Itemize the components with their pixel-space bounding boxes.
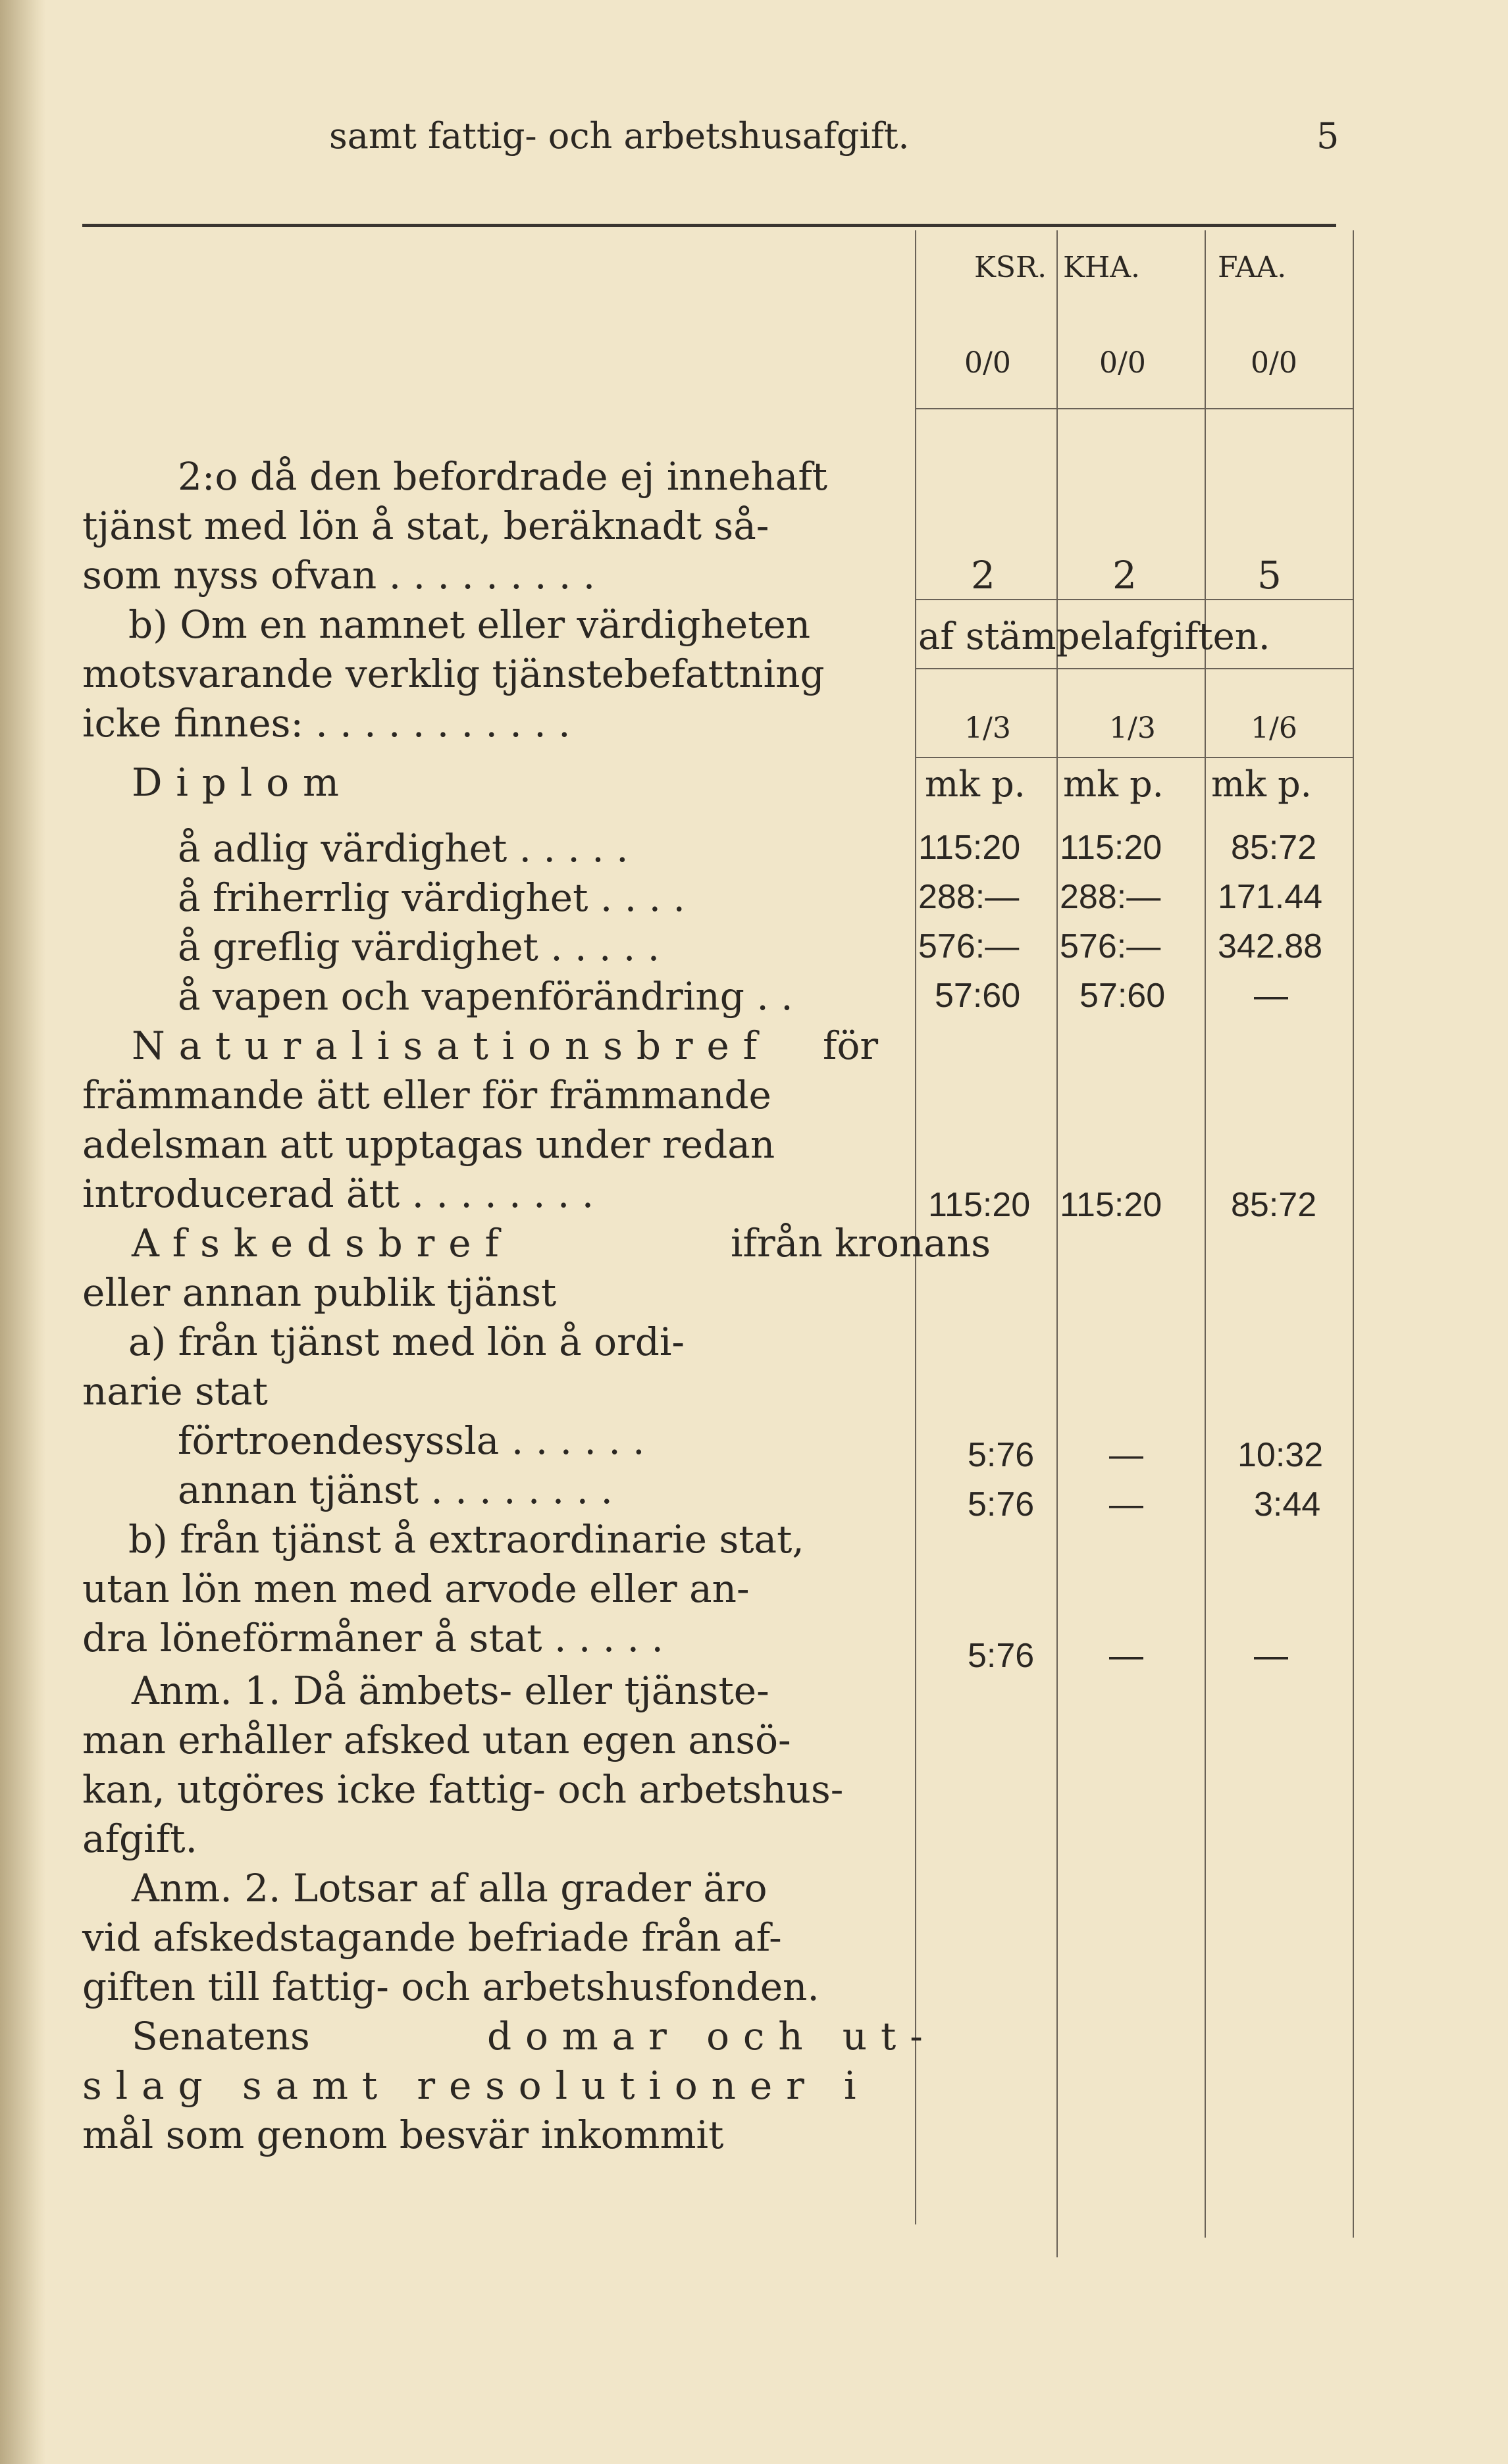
- value-adlig-ksr: 115:20: [918, 829, 1021, 867]
- table-rule: [915, 599, 1353, 600]
- text-line: motsvarande verklig tjänstebefattning: [82, 652, 825, 696]
- value-vapen-kha: 57:60: [1079, 977, 1166, 1015]
- text-line: utan lön men med arvode eller an-: [82, 1566, 750, 1611]
- note-line: Anm. 1. Då ämbets- eller tjänste-: [132, 1668, 769, 1713]
- section-heading: Diplom: [132, 760, 353, 805]
- percent-value-faa: 5: [1257, 553, 1282, 598]
- table-divider: [1353, 230, 1354, 2238]
- value-greflig-ksr: 576:—: [918, 927, 1020, 965]
- text-line: eller annan publik tjänst: [82, 1270, 557, 1315]
- text-line: annan tjänst . . . . . . . .: [178, 1468, 613, 1512]
- text-line: å friherrlig värdighet . . . .: [178, 875, 685, 920]
- text-line: å adlig värdighet . . . . .: [178, 826, 629, 871]
- percent-label-faa: 0/0: [1251, 346, 1297, 380]
- column-header-ksr: KSR.: [974, 251, 1047, 284]
- text-line: mål som genom besvär inkommit: [82, 2113, 724, 2157]
- text-line: Senatens: [132, 2014, 310, 2059]
- text-line: 2:o då den befordrade ej innehaft: [178, 454, 828, 499]
- value-naturalisation-kha: 115:20: [1060, 1186, 1162, 1224]
- unit-kha: mk p.: [1063, 763, 1164, 805]
- percent-label-ksr: 0/0: [964, 346, 1011, 380]
- column-header-faa: FAA.: [1218, 251, 1287, 284]
- text-line: b) Om en namnet eller värdigheten: [128, 602, 811, 647]
- unit-faa: mk p.: [1211, 763, 1312, 805]
- table-rule: [915, 668, 1353, 669]
- value-friherrlig-faa: 171.44: [1218, 878, 1323, 916]
- note-line: kan, utgöres icke fattig- och arbetshus-: [82, 1767, 844, 1812]
- fraction-kha: 1/3: [1109, 711, 1156, 745]
- table-divider: [1056, 230, 1058, 2257]
- fraction-ksr: 1/3: [964, 711, 1011, 745]
- note-line: man erhåller afsked utan egen ansö-: [82, 1718, 791, 1762]
- text-line: ifrån kronans: [731, 1221, 991, 1266]
- value-fortroendesyssla-kha: —: [1109, 1436, 1143, 1474]
- value-vapen-faa: —: [1254, 977, 1288, 1015]
- text-line: introducerad ätt . . . . . . . .: [82, 1171, 594, 1216]
- running-header: samt fattig- och arbetshusafgift.: [329, 115, 910, 157]
- text-line: adelsman att upptagas under redan: [82, 1122, 775, 1167]
- value-annan-tjanst-ksr: 5:76: [968, 1485, 1035, 1524]
- page-edge-shadow: [0, 0, 46, 2464]
- text-line: förtroendesyssla . . . . . .: [178, 1418, 645, 1463]
- text-line: icke finnes: . . . . . . . . . . .: [82, 701, 571, 746]
- value-naturalisation-ksr: 115:20: [928, 1186, 1031, 1224]
- section-heading: domar och ut-: [487, 2014, 937, 2059]
- text-line: a) från tjänst med lön å ordi-: [128, 1320, 685, 1364]
- text-line: tjänst med lön å stat, beräknadt så-: [82, 503, 769, 548]
- text-line: som nyss ofvan . . . . . . . . .: [82, 553, 596, 598]
- note-line: vid afskedstagande befriade från af-: [82, 1915, 782, 1960]
- value-annan-tjanst-faa: 3:44: [1254, 1485, 1321, 1524]
- table-rule: [915, 408, 1353, 409]
- percent-value-ksr: 2: [971, 553, 995, 598]
- value-fortroendesyssla-faa: 10:32: [1237, 1436, 1324, 1474]
- table-rule: [915, 757, 1353, 758]
- value-friherrlig-ksr: 288:—: [918, 878, 1020, 916]
- value-greflig-faa: 342.88: [1218, 927, 1323, 965]
- text-line: å greflig värdighet . . . . .: [178, 925, 660, 969]
- percent-label-kha: 0/0: [1099, 346, 1146, 380]
- column-header-kha: KHA.: [1063, 251, 1141, 284]
- value-adlig-kha: 115:20: [1060, 829, 1162, 867]
- section-heading: Afskedsbref: [132, 1221, 513, 1266]
- value-adlig-faa: 85:72: [1231, 829, 1317, 867]
- value-extraordinarie-ksr: 5:76: [968, 1637, 1035, 1675]
- text-line: å vapen och vapenförändring . .: [178, 974, 793, 1019]
- text-line: för: [823, 1023, 879, 1068]
- value-vapen-ksr: 57:60: [935, 977, 1021, 1015]
- text-line: främmande ätt eller för främmande: [82, 1073, 771, 1117]
- table-divider: [1205, 230, 1206, 2238]
- value-extraordinarie-faa: —: [1254, 1637, 1288, 1675]
- unit-ksr: mk p.: [925, 763, 1026, 805]
- value-extraordinarie-kha: —: [1109, 1637, 1143, 1675]
- note-line: Anm. 2. Lotsar af alla grader äro: [132, 1866, 767, 1911]
- note-line: giften till fattig- och arbetshusfonden.: [82, 1964, 819, 2009]
- text-line: b) från tjänst å extraordinarie stat,: [128, 1517, 804, 1562]
- value-fortroendesyssla-ksr: 5:76: [968, 1436, 1035, 1474]
- text-line: dra löneförmåner å stat . . . . .: [82, 1616, 663, 1660]
- header-rule: [82, 224, 1336, 227]
- text-line: narie stat: [82, 1369, 268, 1414]
- value-friherrlig-kha: 288:—: [1060, 878, 1161, 916]
- page-number: 5: [1316, 115, 1339, 157]
- stamp-fee-label: af stämpelafgiften.: [918, 615, 1270, 658]
- section-heading: Naturalisationsbref: [132, 1023, 771, 1068]
- fraction-faa: 1/6: [1251, 711, 1297, 745]
- value-annan-tjanst-kha: —: [1109, 1485, 1143, 1524]
- value-naturalisation-faa: 85:72: [1231, 1186, 1317, 1224]
- section-heading: slag samt resolutioner i: [82, 2063, 870, 2108]
- value-greflig-kha: 576:—: [1060, 927, 1161, 965]
- note-line: afgift.: [82, 1816, 197, 1861]
- percent-value-kha: 2: [1112, 553, 1137, 598]
